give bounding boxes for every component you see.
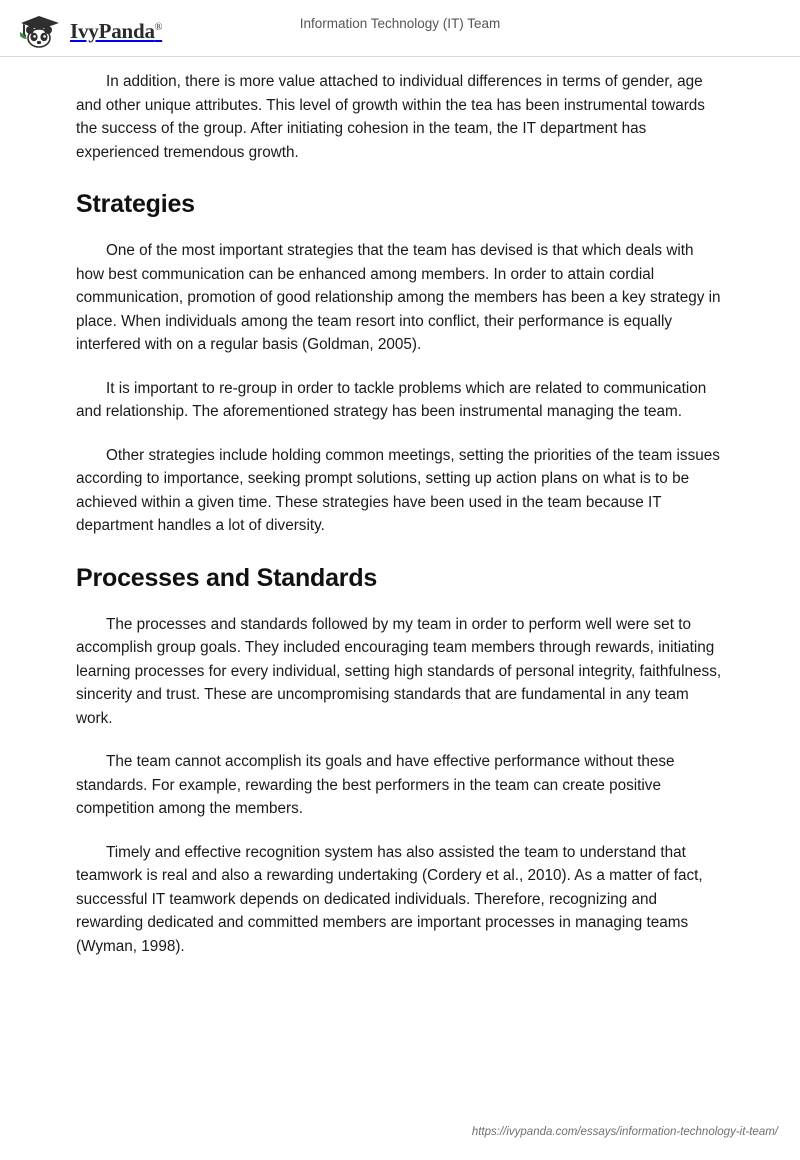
paragraph: The team cannot accomplish its goals and have effective performance without these standards. For example, rewarding the best performers in the team can create positive competition among the members. <box>76 753 675 817</box>
brand-name-text: IvyPanda <box>70 18 155 43</box>
registered-mark: ® <box>154 21 163 33</box>
section-heading-strategies: Strategies <box>76 190 195 218</box>
paragraph: The processes and standards followed by my team in order to perform well were set to accomplish group goals. They included encouraging team members through rewards, initiating learning processes for every individual, setting high standards of personal integrity, faithfulness, sincerity and trust. These are uncompromising standards that are fundamental in any team work. <box>76 615 722 727</box>
paragraph: Timely and effective recognition system has also assisted the team to understand that teamwork is real and also a rewarding undertaking (Cordery et al., 2010). As a matter of fact, successful IT teamwork depends on dedicated individuals. Therefore, recognizing and rewarding dedicated and committed members are important processes in managing teams (Wyman, 1998). <box>76 843 703 955</box>
section-heading-processes-and-standards: Processes and Standards <box>76 563 378 592</box>
paragraph: One of the most important strategies that the team has devised is that which deals with how best communication can be enhanced among members. In order to attain cordial communication, promotion of good relationship among the members has been a key strategy in place. When individuals among the team resort into conflict, their performance is equally interfered with on a regular basis (Goldman, 2005). <box>76 242 721 353</box>
document-title: Information Technology (IT) Team <box>299 16 501 31</box>
header-divider <box>0 56 800 57</box>
paragraph: Other strategies include holding common meetings, setting the priorities of the team issues according to importance, seeking prompt solutions, setting up action plans on what is to be achieved within a given time. These strategies have been used in the team because IT department handles a lot of diversity. <box>76 446 720 534</box>
paragraph: It is important to re-group in order to tackle problems which are related to communication and relationship. The aforementioned strategy has been instrumental managing the team. <box>76 379 707 420</box>
paragraph: In addition, there is more value attached to individual differences in terms of gender, age and other unique attributes. This level of growth within the tea has been instrumental towards the success of the group. After initiating cohesion in the team, the IT department has experienced tremendous growth. <box>76 73 705 161</box>
page-header <box>0 0 800 56</box>
footer-source-url[interactable]: https://ivypanda.com/essays/information-technology-it-team/ <box>471 1126 778 1138</box>
document-body <box>0 56 800 958</box>
